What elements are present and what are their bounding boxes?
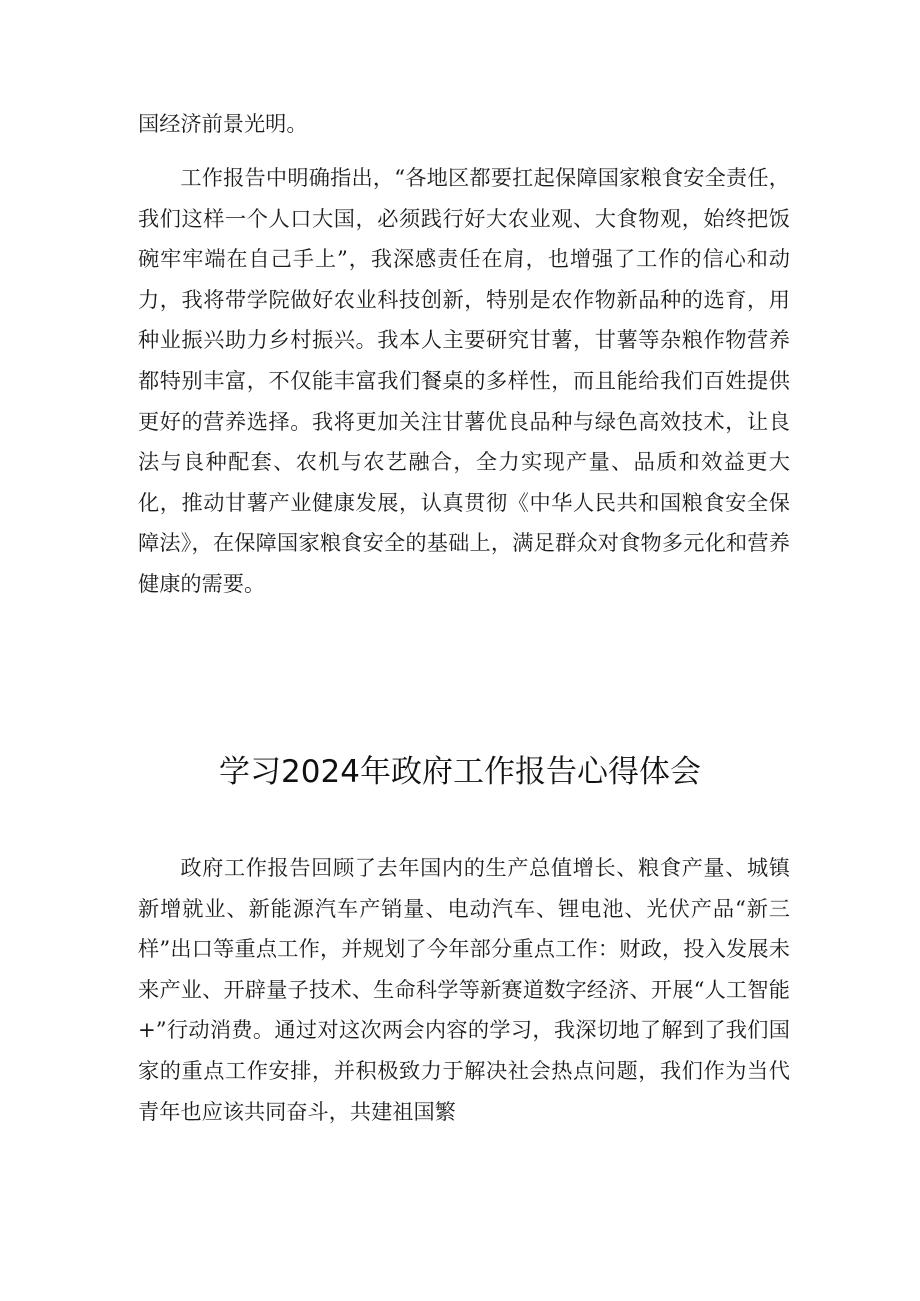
paragraph-report-review: 政府工作报告回顾了去年国内的生产总值增长、粮食产量、城镇新增就业、新能源汽车产销量、电动汽车、锂电池、光伏产品“新三样”出口等重点工作，并规划了今年部分重点工作：财政，投入发展未来产业、开辟量子技术、生命科学等新赛道数字经济、开展“人工智能+”行动消费。通过对这次两会内容的学习，我深切地了解到了我们国家的重点工作安排，并积极致力于解决社会热点问题，我们作为当代青年也应该共同奋斗，共建祖国繁: [138, 855, 790, 1124]
section-title: 学习2024年政府工作报告心得体会: [219, 754, 701, 790]
paragraph-grain-security: 工作报告中明确指出，“各地区都要扛起保障国家粮食安全责任，我们这样一个人口大国，必须践行好大农业观、大食物观，始终把饭碗牢牢端在自己手上”，我深感责任在肩，也增强了工作的信心和动力，我将带学院做好农业科技创新，特别是农作物新品种的选育，用种业振兴助力乡村振兴。我本人主要研究甘薯，甘薯等杂粮作物营养都特别丰富，不仅能丰富我们餐桌的多样性，而且能给我们百姓提供更好的营养选择。我将更加关注甘薯优良品种与绿色高效技术，让良法与良种配套、农机与农艺融合，全力实现产量、品质和效益更大化，推动甘薯产业健康发展，认真贯彻《中华人民共和国粮食安全保障法》，在保障国家粮食安全的基础上，满足群众对食物多元化和营养健康的需要。: [138, 165, 790, 596]
paragraph-continuation: 国经济前景光明。: [138, 111, 308, 136]
